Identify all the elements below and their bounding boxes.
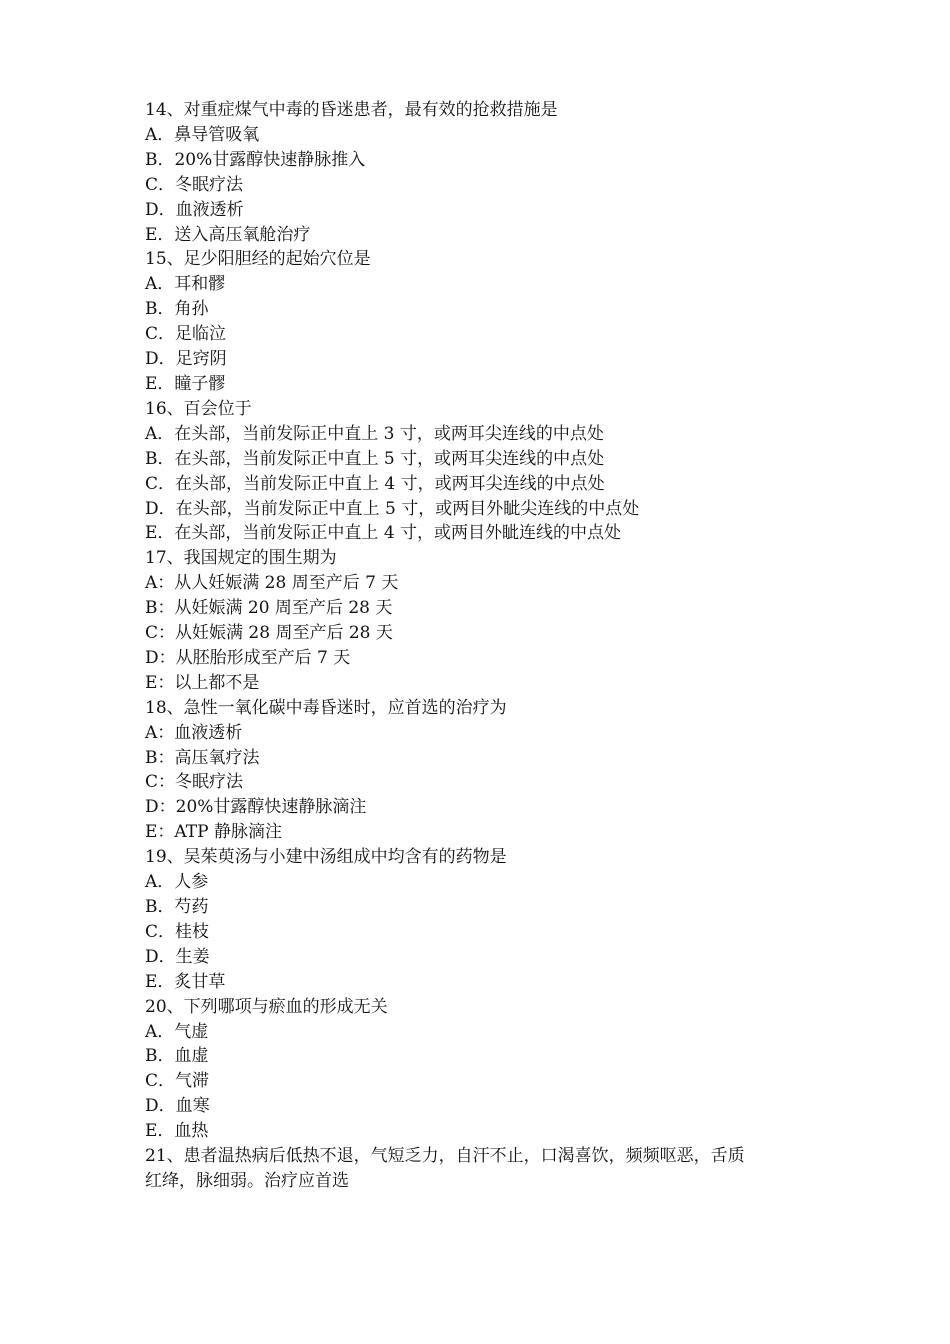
question-19-option-a: A．人参 <box>145 872 209 893</box>
question-17-option-a: A：从人妊娠满 28 周至产后 7 天 <box>145 573 399 594</box>
question-19-option-d: D．生姜 <box>145 946 210 967</box>
question-20-stem: 20、下列哪项与瘀血的形成无关 <box>145 996 388 1017</box>
question-14-option-a: A．鼻导管吸氧 <box>145 124 260 145</box>
question-17-option-b: B：从妊娠满 20 周至产后 28 天 <box>145 598 393 619</box>
question-19-option-c: C．桂枝 <box>145 921 210 942</box>
question-18-option-d: D：20%甘露醇快速静脉滴注 <box>145 797 367 818</box>
question-15-option-c: C．足临泣 <box>145 324 227 345</box>
question-15-option-e: E．瞳子髎 <box>145 373 226 394</box>
question-16-option-b: B．在头部，当前发际正中直上 5 寸，或两耳尖连线的中点处 <box>145 448 605 469</box>
question-18-option-c: C：冬眠疗法 <box>145 772 244 793</box>
question-16-option-e: E．在头部，当前发际正中直上 4 寸，或两目外眦连线的中点处 <box>145 523 622 544</box>
question-17-option-d: D：从胚胎形成至产后 7 天 <box>145 647 351 668</box>
question-19-option-b: B．芍药 <box>145 897 209 917</box>
question-17-stem: 17、我国规定的围生期为 <box>145 548 337 569</box>
question-20-option-d: D．血寒 <box>145 1096 210 1117</box>
question-17-option-c: C：从妊娠满 28 周至产后 28 天 <box>145 623 393 644</box>
question-21-stem-line-1: 21、患者温热病后低热不退，气短乏力，自汗不止，口渴喜饮，频频呕恶，舌质 <box>145 1146 745 1167</box>
question-15-stem: 15、足少阳胆经的起始穴位是 <box>145 249 371 270</box>
question-21-stem-line-2: 红绛，脉细弱。治疗应首选 <box>145 1170 349 1191</box>
question-18-option-a: A：血液透析 <box>145 722 243 743</box>
question-19-option-e: E．炙甘草 <box>145 971 226 992</box>
question-14-option-d: D．血液透析 <box>145 199 244 220</box>
question-18-stem: 18、急性一氧化碳中毒昏迷时，应首选的治疗为 <box>145 697 507 718</box>
question-15-option-a: A．耳和髎 <box>145 274 226 295</box>
question-16-option-a: A．在头部，当前发际正中直上 3 寸，或两耳尖连线的中点处 <box>145 423 604 444</box>
question-text-block <box>145 98 825 1194</box>
question-14-option-e: E．送入高压氧舱治疗 <box>145 224 311 245</box>
question-16-option-c: C．在头部，当前发际正中直上 4 寸，或两耳尖连线的中点处 <box>145 473 605 494</box>
question-20-option-b: B．血虚 <box>145 1046 209 1067</box>
question-15-option-d: D．足窍阴 <box>145 349 227 370</box>
question-19-stem: 19、吴茱萸汤与小建中汤组成中均含有的药物是 <box>145 847 507 868</box>
question-15-option-b: B．角孙 <box>145 299 209 320</box>
question-16-option-d: D．在头部，当前发际正中直上 5 寸，或两目外眦尖连线的中点处 <box>145 498 640 519</box>
question-17-option-e: E：以上都不是 <box>145 672 260 693</box>
question-14-option-b: B．20%甘露醇快速静脉推入 <box>145 149 366 170</box>
question-14-stem: 14、对重症煤气中毒的昏迷患者，最有效的抢救措施是 <box>145 100 558 120</box>
question-20-option-e: E．血热 <box>145 1121 209 1142</box>
question-18-option-e: E：ATP 静脉滴注 <box>145 822 282 843</box>
question-20-option-c: C．气滞 <box>145 1071 210 1092</box>
question-18-option-b: B：高压氧疗法 <box>145 747 260 768</box>
question-14-option-c: C．冬眠疗法 <box>145 174 244 195</box>
question-20-option-a: A．气虚 <box>145 1021 209 1042</box>
question-16-stem: 16、百会位于 <box>145 398 252 419</box>
